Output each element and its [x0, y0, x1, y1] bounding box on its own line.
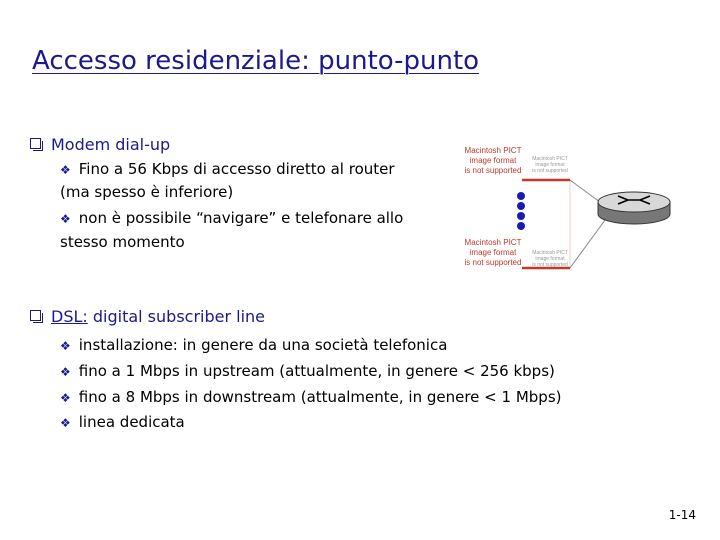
pict-text: Macintosh PICT	[464, 146, 522, 155]
pict-text: Macintosh PICT	[532, 250, 568, 256]
dot-icon	[517, 222, 525, 230]
dsl-item-text: fino a 1 Mbps in upstream (attualmente, in genere < 256 kbps)	[78, 362, 555, 380]
dsl-heading-rest: digital subscriber line	[87, 307, 266, 326]
pict-text: is not supported	[464, 258, 522, 267]
router-icon	[598, 192, 670, 224]
link-bottom	[570, 216, 608, 268]
dsl-heading	[30, 307, 265, 326]
dsl-item-text: installazione: in genere da una società telefonica	[78, 336, 448, 354]
modem-line-3	[60, 209, 403, 227]
pict-text: Macintosh PICT	[532, 156, 568, 162]
pict-text: is not supported	[464, 166, 522, 175]
modem-line-3-text: non è possibile “navigare” e telefonare allo	[78, 209, 404, 227]
pict-text: is not supported	[532, 262, 568, 268]
page-title: Accesso residenziale: punto-punto	[32, 46, 480, 76]
modem-heading	[30, 135, 170, 154]
page-number: 1-14	[668, 508, 696, 522]
dsl-item-text: fino a 8 Mbps in downstream (attualmente, in genere < 1 Mbps)	[78, 388, 562, 406]
diamond-bullet-icon: ❖	[60, 365, 71, 379]
modem-line-1	[60, 160, 395, 178]
dsl-item	[60, 362, 555, 380]
modem-line-4: stesso momento	[60, 233, 185, 251]
modem-line-1-text: Fino a 56 Kbps di accesso diretto al router	[78, 160, 395, 178]
dsl-item-text: linea dedicata	[78, 413, 185, 431]
pict-text: is not supported	[532, 168, 568, 174]
network-diagram	[440, 140, 700, 290]
square-bullet-icon	[30, 138, 41, 149]
diamond-bullet-icon: ❖	[60, 391, 71, 405]
dot-icon	[517, 202, 525, 210]
diamond-bullet-icon: ❖	[60, 339, 71, 353]
pict-text: image format	[535, 162, 565, 168]
modem-heading-text: Modem dial-up	[51, 135, 171, 154]
pict-text: image format	[469, 156, 517, 165]
dsl-heading-prefix: DSL:	[51, 307, 88, 326]
pict-text: Macintosh PICT	[464, 238, 522, 247]
dsl-item	[60, 413, 185, 431]
diamond-bullet-icon: ❖	[60, 163, 71, 177]
diamond-bullet-icon: ❖	[60, 416, 71, 430]
pict-text: image format	[469, 248, 517, 257]
dot-icon	[517, 192, 525, 200]
square-bullet-icon	[30, 310, 41, 321]
dot-icon	[517, 212, 525, 220]
modem-line-2: (ma spesso è inferiore)	[60, 183, 234, 201]
diamond-bullet-icon: ❖	[60, 212, 71, 226]
dsl-item	[60, 336, 447, 354]
dsl-item	[60, 388, 561, 406]
pict-text: image format	[535, 256, 565, 262]
